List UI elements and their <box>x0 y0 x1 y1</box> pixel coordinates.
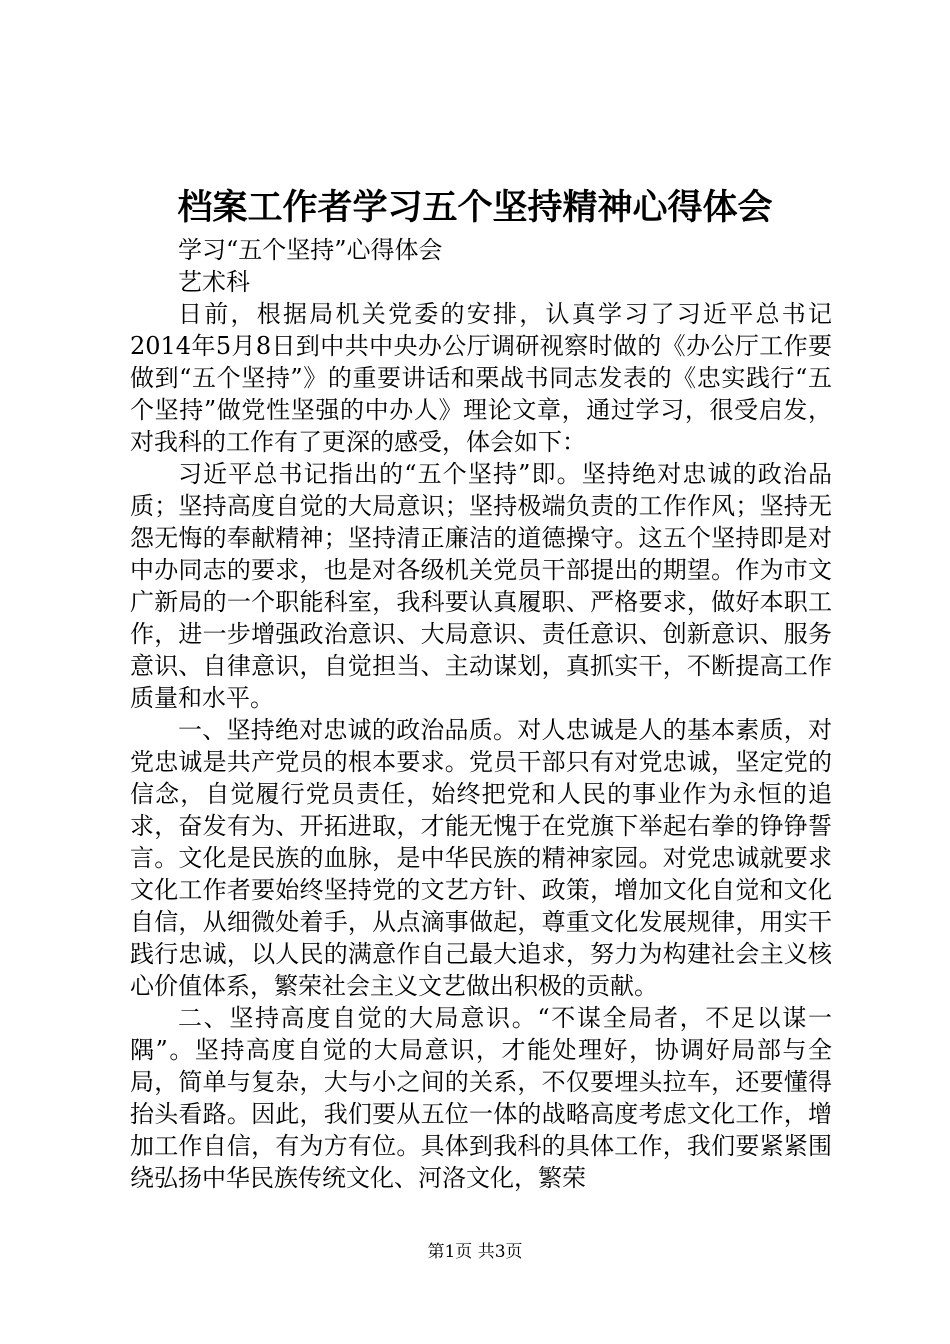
subtitle: 学习“五个坚持”心得体会 <box>178 236 443 264</box>
paragraph: 习近平总书记指出的“五个坚持”即。坚持绝对忠诚的政治品质；坚持高度自觉的大局意识；坚持极端负责的工作作风；坚持无怨无悔的奉献精神；坚持清正廉洁的道德操守。这五个坚持即是对中办同志的要求，也是对各级机关党员干部提出的期望。作为市文广新局的一个职能科室，我科要认真履职、严格要求，做好本职工作，进一步增强政治意识、大局意识、责任意识、创新意识、服务意识、自律意识，自觉担当、主动谋划，真抓实干，不断提高工作质量和水平。 <box>130 460 832 712</box>
department-label: 艺术科 <box>178 268 250 296</box>
document-title: 档案工作者学习五个坚持精神心得体会 <box>177 187 773 228</box>
document-body <box>130 234 832 1194</box>
page-footer: 第1页 共3页 <box>427 1242 523 1262</box>
paragraph: 日前，根据局机关党委的安排，认真学习了习近平总书记2014年5月8日到中共中央办公厅调研视察时做的《办公厅工作要做到“五个坚持”》的重要讲话和栗战书同志发表的《忠实践行“五个坚持”做党性坚强的中办人》理论文章，通过学习，很受启发，对我科的工作有了更深的感受，体会如下： <box>130 300 832 456</box>
paragraph: 二、坚持高度自觉的大局意识。“不谋全局者，不足以谋一隅”。坚持高度自觉的大局意识，才能处理好，协调好局部与全局，简单与复杂，大与小之间的关系，不仅要埋头拉车，还要懂得抬头看路。因此，我们要从五位一体的战略高度考虑文化工作，增加工作自信，有为方有位。具体到我科的具体工作，我们要紧紧围绕弘扬中华民族传统文化、河洛文化，繁荣 <box>130 1004 832 1192</box>
paragraph: 一、坚持绝对忠诚的政治品质。对人忠诚是人的基本素质，对党忠诚是共产党员的根本要求。党员干部只有对党忠诚，坚定党的信念，自觉履行党员责任，始终把党和人民的事业作为永恒的追求，奋发有为、开拓进取，才能无愧于在党旗下举起右拳的铮铮誓言。文化是民族的血脉，是中华民族的精神家园。对党忠诚就要求文化工作者要始终坚持党的文艺方针、政策，增加文化自觉和文化自信，从细微处着手，从点滴事做起，尊重文化发展规律，用实干践行忠诚，以人民的满意作自己最大追求，努力为构建社会主义核心价值体系，繁荣社会主义文艺做出积极的贡献。 <box>130 716 832 1000</box>
